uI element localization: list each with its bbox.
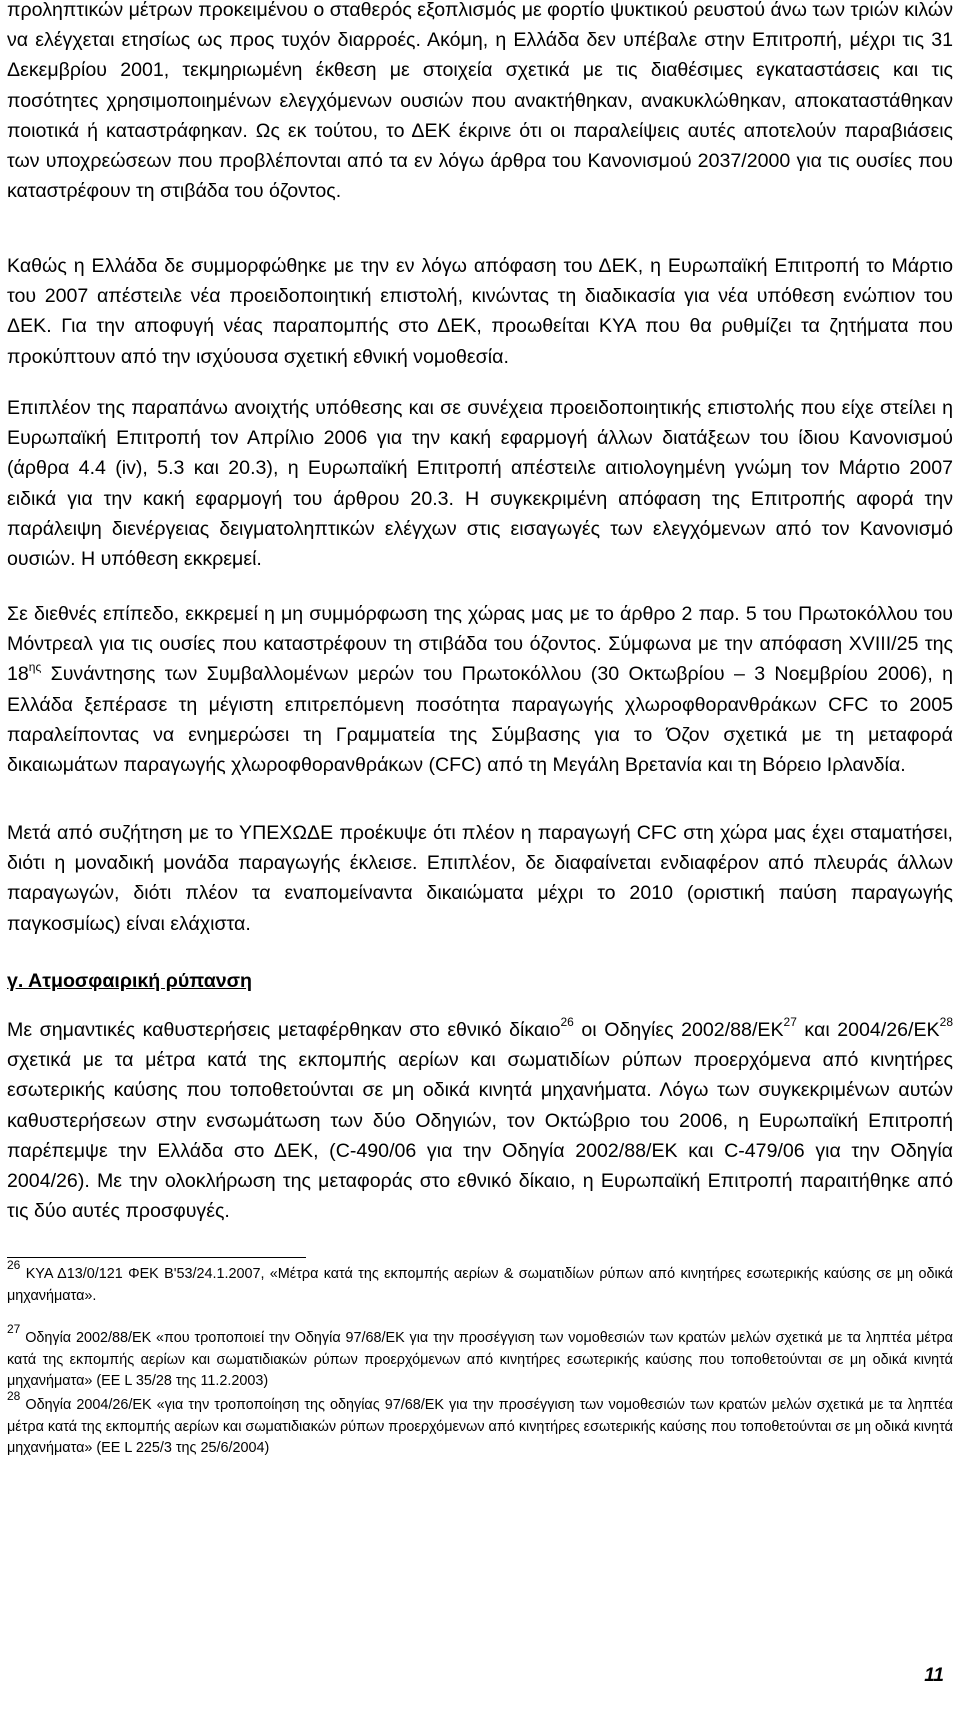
paragraph-text: Με σημαντικές καθυστερήσεις μεταφέρθηκαν στο εθνικό δίκαιο [7, 1019, 561, 1041]
paragraph-text: και 2004/26/ΕΚ [796, 1019, 940, 1041]
footnote-text: Οδηγία 2002/88/ΕΚ «που τροποποιεί την Οδηγία 97/68/ΕΚ για την προσέγγιση των νομοθεσιών των κρατών μελών σχετικά με τα ληπτέα μέτρα κατά της εκπομπής αερίων και σωματιδιακών ρύπων προερχόμενων από κινητήρες εσωτερικής καύσης που τοποθετούνται σε μη οδικά κινητά μηχανήματα» (ΕΕ L 35/28 της 11.2.2003) [7, 1330, 954, 1389]
footnote-separator [7, 1257, 306, 1258]
page-number: 11 [924, 1665, 944, 1686]
paragraph [7, 599, 953, 780]
section-heading: γ. Ατμοσφαιρική ρύπανση [7, 970, 253, 992]
footnote-number: 28 [7, 1389, 21, 1404]
footnote-ref[interactable]: 26 [560, 1015, 574, 1030]
paragraph: Επιπλέον της παραπάνω ανοιχτής υπόθεσης και σε συνέχεια προειδοποιητικής επιστολής που είχε στείλει η Ευρωπαϊκή Επιτροπή τον Απρίλιο 2006 για την κακή εφαρμογή άλλων διατάξεων του ίδιου Κανονισμού (άρθρα 4.4 (iv), 5.3 και 20.3), η Ευρωπαϊκή Επιτροπή απέστειλε αιτιολογημένη γνώμη τον Μάρτιο 2007 ειδικά για την κακή εφαρμογή του άρθρου 20.3. Η συγκεκριμένη απόφαση της Επιτροπής αφορά την παράλειψη διενέργειας δειγματοληπτικών ελέγχων στις εισαγωγές των ελεγχόμενων από τον Κανονισμό ουσιών. Η υπόθεση εκκρεμεί. [7, 397, 953, 571]
paragraph-text: Συνάντησης των Συμβαλλομένων μερών του Πρωτοκόλλου (30 Οκτωβρίου – 3 Νοεμβρίου 2006), η Ελλάδα ξεπέρασε τη μέγιστη επιτρεπόμενη ποσότητα παραγωγής χλωροφθορανθράκων CFC το 2005 παραλείποντας να ενημερώσει τη Γραμματεία της Σύμβασης για το Όζον σχετικά με τη μεταφορά δικαιωμάτων παραγωγής χλωροφθορανθράκων (CFC) από τη Μεγάλη Βρετανία και τη Βόρειο Ιρλανδία. [7, 663, 953, 777]
paragraph [7, 1015, 953, 1226]
footnote [7, 1389, 953, 1460]
footnote-number: 26 [7, 1258, 21, 1273]
paragraph: Καθώς η Ελλάδα δε συμμορφώθηκε με την εν λόγω απόφαση του ΔΕΚ, η Ευρωπαϊκή Επιτροπή το Μάρτιο του 2007 απέστειλε νέα προειδοποιητική επιστολή, κινώντας τη διαδικασία για νέα υπόθεση ενώπιον του ΔΕΚ. Για την αποφυγή νέας παραπομπής στο ΔΕΚ, προωθείται ΚΥΑ που θα ρυθμίζει τα ζητήματα που προκύπτουν από την ισχύουσα σχετική εθνική νομοθεσία. [7, 255, 953, 368]
footnote-text: Οδηγία 2004/26/ΕΚ «για την τροποποίηση της οδηγίας 97/68/ΕΚ για την προσέγγιση των νομοθεσιών των κρατών μελών σχετικά με τα ληπτέα μέτρα κατά της εκπομπής αερίων και σωματιδιακών ρύπων προερχόμενων από κινητήρες εσωτερικής καύσης που τοποθετούνται σε μη οδικά κινητά μηχανήματα» (ΕΕ L 225/3 της 25/6/2004) [7, 1397, 953, 1456]
footnote-ref[interactable]: 28 [939, 1015, 953, 1030]
footnote [7, 1322, 954, 1393]
paragraph-text: οι Οδηγίες 2002/88/ΕΚ [573, 1019, 784, 1041]
paragraph-text: Σε διεθνές επίπεδο, εκκρεμεί η μη συμμόρφωση της χώρας μας με το άρθρο 2 παρ. 5 του Πρωτοκόλλου του Μόντρεαλ για τις ουσίες που καταστρέφουν τη στιβάδα του όζοντος. Σύμφωνα με την απόφαση XVIII/25 της 18 [7, 603, 953, 686]
footnote [7, 1258, 953, 1307]
paragraph: Μετά από συζήτηση με το ΥΠΕΧΩΔΕ προέκυψε ότι πλέον η παραγωγή CFC στη χώρα μας έχει σταματήσει, διότι η μοναδική μονάδα παραγωγής έκλεισε. Επιπλέον, δε διαφαίνεται ενδιαφέρον από πλευράς άλλων παραγωγών, διότι πλέον τα εναπομείναντα δικαιώματα μέχρι το 2010 (οριστική παύση παραγωγής παγκοσμίως) είναι ελάχιστα. [7, 822, 953, 935]
footnote-number: 27 [7, 1322, 21, 1337]
footnote-ref[interactable]: 27 [783, 1015, 797, 1030]
paragraph: προληπτικών μέτρων προκειμένου ο σταθερός εξοπλισμός με φορτίο ψυκτικού ρευστού άνω των τριών κιλών να ελέγχεται ετησίως ως προς τυχόν διαρροές. Ακόμη, η Ελλάδα δεν υπέβαλε στην Επιτροπή, μέχρι τις 31 Δεκεμβρίου 2001, τεκμηριωμένη έκθεση με στοιχεία σχετικά με τις διαθέσιμες εγκαταστάσεις και τις ποσότητες χρησιμοποιημένων ελεγχόμενων ουσιών που ανακτήθηκαν, ανακυκλώθηκαν, αποκαταστάθηκαν ποιοτικά ή καταστράφηκαν. Ως εκ τούτου, το ΔΕΚ έκρινε ότι οι παραλείψεις αυτές αποτελούν παραβιάσεις των υποχρεώσεων που προβλέπονται από τα εν λόγω άρθρα του Κανονισμού 2037/2000 για τις ουσίες που καταστρέφουν τη στιβάδα του όζοντος. [7, 0, 953, 203]
ordinal-suffix: ης [28, 659, 42, 674]
paragraph-text: σχετικά με τα μέτρα κατά της εκπομπής αερίων και σωματιδίων ρύπων προερχόμενα από κινητήρες εσωτερικής καύσης που τοποθετούνται σε μη οδικά κινητά μηχανήματα. Λόγω των συγκεκριμένων αυτών καθυστερήσεων στην ενσωμάτωση των δύο Οδηγιών, τον Οκτώβριο του 2006, η Ευρωπαϊκή Επιτροπή παρέπεμψε την Ελλάδα στο ΔΕΚ, (C-490/06 για την Οδηγία 2002/88/ΕΚ και C-479/06 για την Οδηγία 2004/26). Με την ολοκλήρωση της μεταφοράς στο εθνικό δίκαιο, η Ευρωπαϊκή Επιτροπή παραιτήθηκε από τις δύο αυτές προσφυγές. [7, 1049, 953, 1223]
footnote-text: ΚΥΑ Δ13/0/121 ΦΕΚ Β'53/24.1.2007, «Μέτρα κατά της εκπομπής αερίων & σωματιδίων ρύπων από κινητήρες εσωτερικής καύσης σε μη οδικά μηχανήματα». [7, 1266, 953, 1304]
